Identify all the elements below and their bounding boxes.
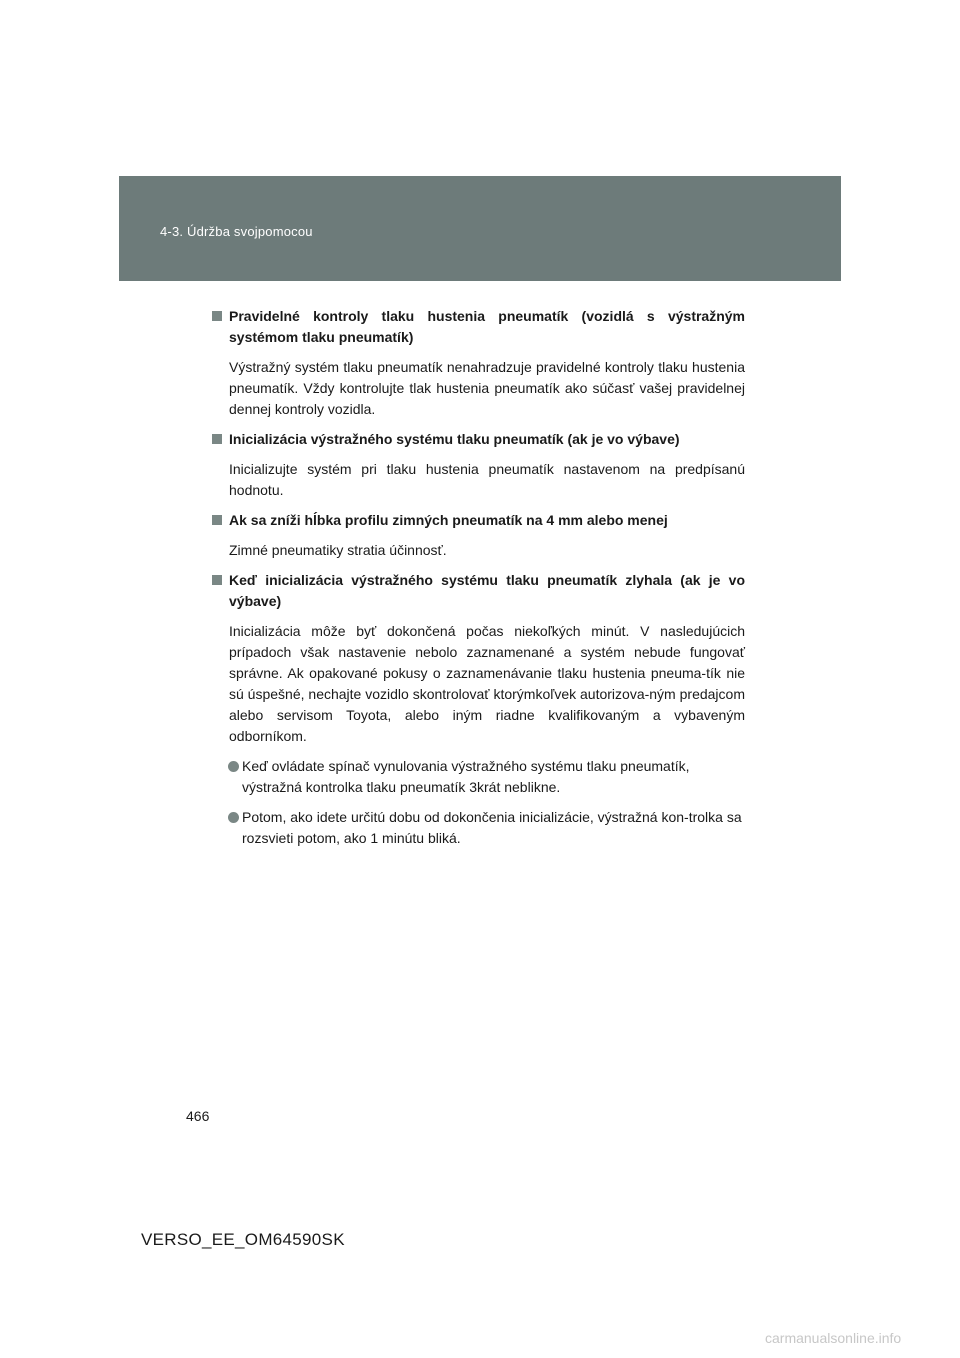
page-number: 466 [186, 1108, 210, 1124]
section-initialization-failed [212, 570, 745, 849]
list-item: Potom, ako idete určitú dobu od dokončenia inicializácie, výstražná kon-trolka sa rozsvieti potom, ako 1 minútu bliká. [212, 807, 745, 849]
square-bullet-icon [212, 311, 222, 321]
section-text: Inicializujte systém pri tlaku hustenia pneumatík nastavenom na predpísanú hodnotu. [229, 461, 745, 498]
circle-bullet-icon [228, 761, 239, 772]
circle-bullet-icon [228, 812, 239, 823]
section-text: Výstražný systém tlaku pneumatík nenahradzuje pravidelné kontroly tlaku hustenia pneumatík. Vždy kontrolujte tlak hustenia pneumatík ako súčasť vašej pravidelnej dennej kontroly vozidla. [229, 359, 745, 417]
document-code: VERSO_EE_OM64590SK [141, 1230, 345, 1249]
watermark: carmanualsonline.info [765, 1330, 902, 1346]
section-winter-tires [212, 510, 745, 561]
header-band [119, 176, 841, 281]
section-title: 4-3. Údržba svojpomocou [160, 224, 313, 239]
section-heading: Ak sa zníži hĺbka profilu zimných pneumatík na 4 mm alebo menej [212, 510, 745, 531]
page-content [212, 306, 745, 858]
section-heading: Pravidelné kontroly tlaku hustenia pneumatík (vozidlá s výstražným systémom tlaku pneumatík) [212, 306, 745, 348]
square-bullet-icon [212, 575, 222, 585]
section-tire-pressure-checks [212, 306, 745, 420]
section-heading: Keď inicializácia výstražného systému tlaku pneumatík zlyhala (ak je vo výbave) [212, 570, 745, 612]
section-text: Zimné pneumatiky stratia účinnosť. [229, 542, 447, 558]
section-initialization [212, 429, 745, 501]
square-bullet-icon [212, 515, 222, 525]
square-bullet-icon [212, 434, 222, 444]
section-text: Inicializácia môže byť dokončená počas niekoľkých minút. V nasledujúcich prípadoch však nastavenie nebolo zaznamenané a systém nebude fungovať správne. Ak opakované pokusy o zaznamenávanie tlaku hustenia pneuma-tík nie sú úspešné, nechajte vozidlo skontrolovať ktorýmkoľvek autorizova-ným predajcom alebo servisom Toyota, alebo iným riadne kvalifikovaným a vybaveným odborníkom. [229, 623, 745, 744]
list-item: Keď ovládate spínač vynulovania výstražného systému tlaku pneumatík, výstražná kontrolka tlaku pneumatík 3krát neblikne. [212, 756, 745, 798]
section-heading: Inicializácia výstražného systému tlaku pneumatík (ak je vo výbave) [212, 429, 745, 450]
